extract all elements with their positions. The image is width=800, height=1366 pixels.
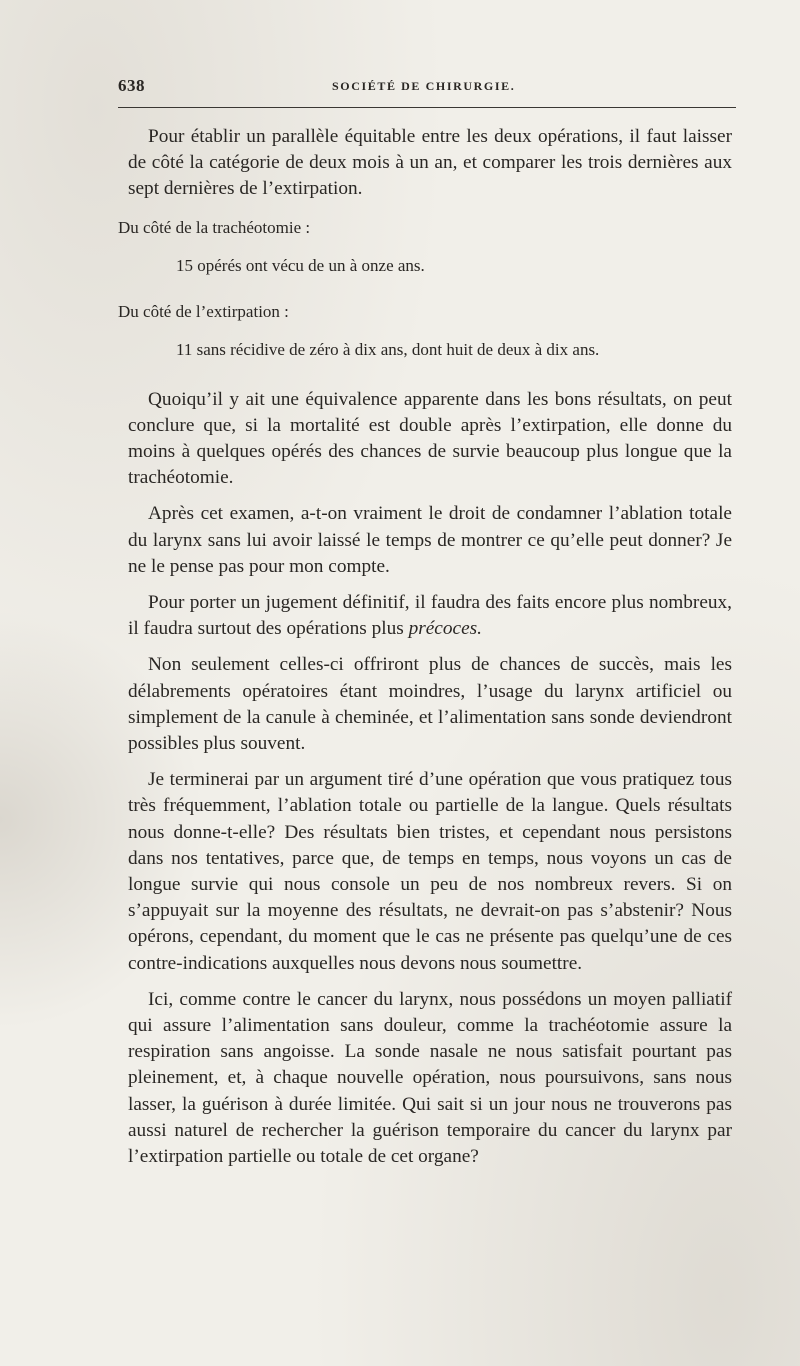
paragraph-7: Ici, comme contre le cancer du larynx, nous possédons un moyen palliatif qui assure l’alimentation sans douleur, comme la trachéotomie assure la respiration sans angoisse. La sonde nasale ne nous satisfait pourtant pas pleinement, et, à chaque nouvelle opération, nous poursuivons, sans nous lasser, la guérison à durée limitée. Qui sait si un jour nous ne trouverons pas aussi naturel de rechercher la guérison temporaire du cancer du larynx par l’extirpation partielle ou totale de cet organe? — [128, 988, 732, 1168]
extirpation-label: Du côté de l’extirpation : — [118, 301, 289, 321]
running-head — [118, 76, 738, 100]
paragraph-4 — [128, 590, 732, 642]
paragraph-3: Après cet examen, a-t-on vraiment le droit de condamner l’ablation totale du larynx sans lui avoir laissé le temps de montrer ce qu’elle peut donner? Je ne le pense pas pour mon compte. — [128, 503, 732, 577]
body-text — [118, 124, 732, 1170]
extirpation-stat: 11 sans récidive de zéro à dix ans, dont huit de deux à dix ans. — [176, 339, 600, 359]
paragraph-2: Quoiqu’il y ait une équivalence apparente dans les bons résultats, on peut conclure que, si la mortalité est double après l’extirpation, elle donne du moins à quelques opérés des chances de survie beaucoup plus longue que la trachéotomie. — [128, 388, 732, 489]
header-rule — [118, 107, 736, 108]
running-title: SOCIÉTÉ DE CHIRURGIE. — [332, 79, 516, 93]
paragraph-4-text: Pour porter un jugement définitif, il faudra des faits encore plus nombreux, il faudra surtout des opérations plus — [128, 592, 732, 640]
paragraph-1: Pour établir un parallèle équitable entre les deux opérations, il faut laisser de côté la catégorie de deux mois à un an, et comparer les trois dernières aux sept dernières de l’extirpation. — [128, 126, 732, 200]
tracheotomy-label: Du côté de la trachéotomie : — [118, 217, 311, 237]
page-number: 638 — [118, 76, 145, 95]
paragraph-4-italic: précoces. — [408, 618, 482, 640]
paragraph-6: Je terminerai par un argument tiré d’une opération que vous pratiquez tous très fréquemment, l’ablation totale ou partielle de la langue. Quels résultats nous donne-t-elle? Des résultats bien tristes, et cependant nous persistons dans nos tentatives, parce que, de temps en temps, nous voyons un cas de longue survie qui nous console un peu de nos nombreux revers. Si on s’appuyait sur la moyenne des résultats, ne devrait-on pas s’abstenir? Nous opérons, cependant, du moment que le cas ne présente pas quelqu’une de ces contre-indications auxquelles nous devons nous soumettre. — [128, 769, 732, 974]
paragraph-5: Non seulement celles-ci offriront plus de chances de succès, mais les délabrements opératoires étant moindres, l’usage du larynx artificiel ou simplement de la canule à cheminée, et l’alimentation sans sonde deviendront possibles plus souvent. — [128, 654, 732, 755]
tracheotomy-stat: 15 opérés ont vécu de un à onze ans. — [176, 255, 425, 275]
